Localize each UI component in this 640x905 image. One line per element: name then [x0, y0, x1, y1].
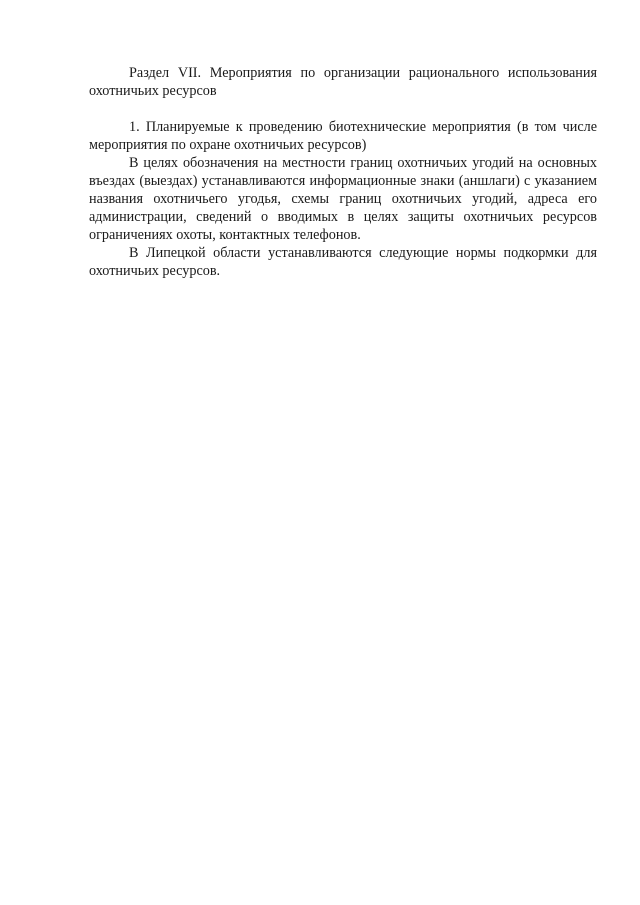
section-heading: Раздел VII. Мероприятия по организации рационального использования охотничьих ресурсов: [89, 65, 597, 99]
document-body: [89, 64, 597, 280]
paragraph-planned-measures: 1. Планируемые к проведению биотехнические мероприятия (в том числе мероприятия по охране охотничьих ресурсов): [89, 119, 597, 153]
paragraph-feeding-norms: В Липецкой области устанавливаются следующие нормы подкормки для охотничьих ресурсов.: [89, 245, 597, 279]
paragraph-information-signs: В целях обозначения на местности границ охотничьих угодий на основных въездах (выездах) устанавливаются информационные знаки (аншлаги) с указанием названия охотничьего угодья, схемы границ охотничьих угодий, адреса его администрации, сведений о вводимых в целях защиты охотничьих ресурсов ограничениях охоты, контактных телефонов.: [89, 155, 597, 243]
